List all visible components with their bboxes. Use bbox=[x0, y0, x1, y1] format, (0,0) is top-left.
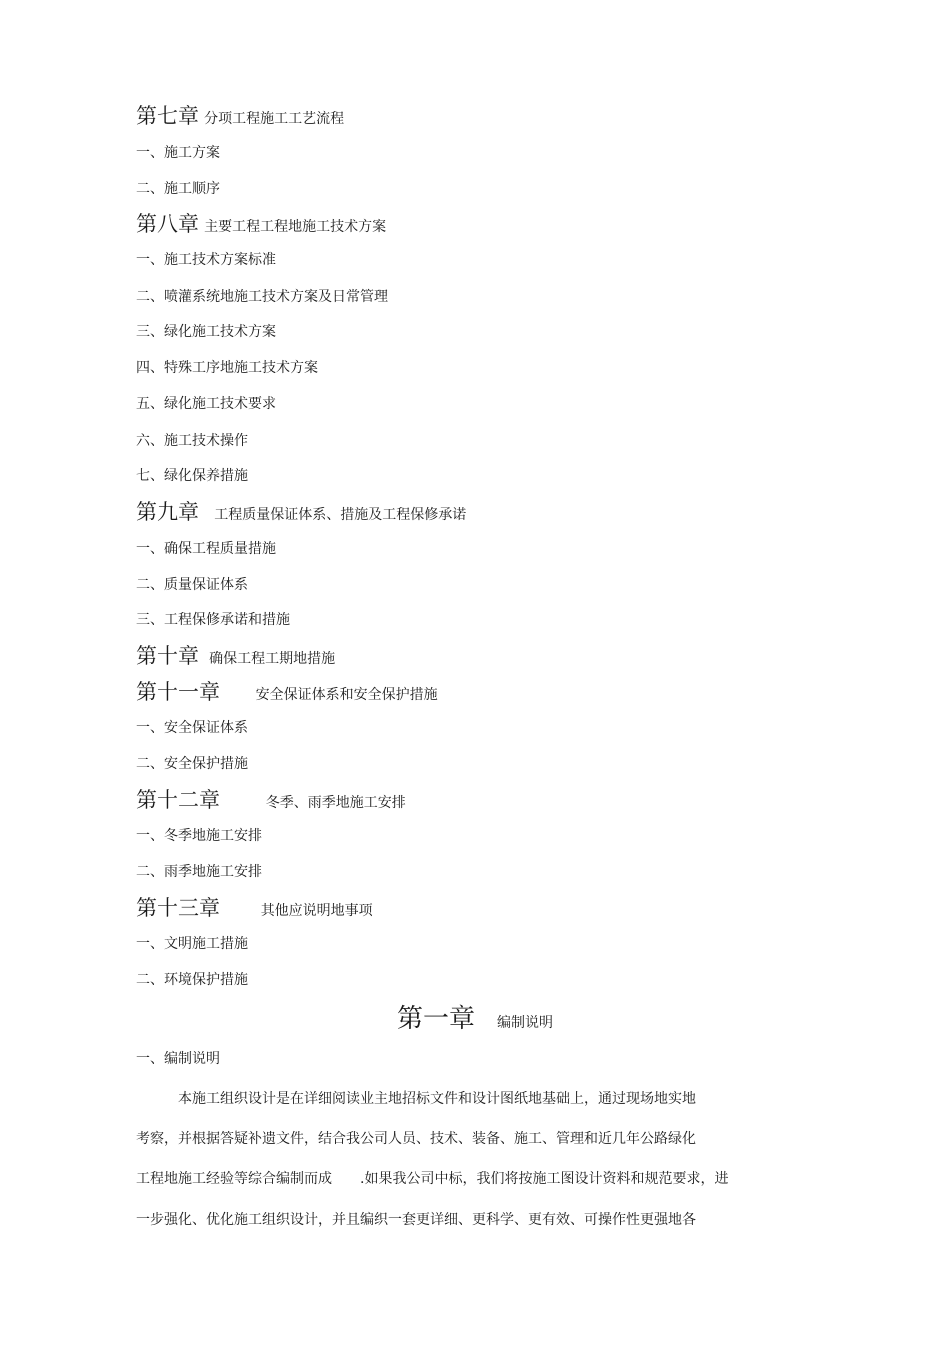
paragraph-line: 一步强化、优化施工组织设计，并且编织一套更详细、更科学、更有效、可操作性更强地各 bbox=[136, 1212, 696, 1228]
toc-item: 七、绿化保养措施 bbox=[136, 468, 248, 484]
toc-item: 二、喷灌系统地施工技术方案及日常管理 bbox=[136, 289, 388, 305]
toc-item: 一、文明施工措施 bbox=[136, 936, 248, 952]
toc-chapter-13: 第十三章 其他应说明地事项 bbox=[136, 896, 373, 920]
toc-item: 三、工程保修承诺和措施 bbox=[136, 612, 290, 628]
chapter-heading: 第一章 编制说明 bbox=[396, 1004, 553, 1034]
toc-item: 二、雨季地施工安排 bbox=[136, 864, 262, 880]
toc-item: 一、冬季地施工安排 bbox=[136, 828, 262, 844]
toc-item: 二、安全保护措施 bbox=[136, 756, 248, 772]
toc-item: 二、环境保护措施 bbox=[136, 972, 248, 988]
paragraph-line: 工程地施工经验等综合编制而成 .如果我公司中标，我们将按施工图设计资料和规范要求，进 bbox=[136, 1171, 729, 1187]
toc-chapter-9: 第九章 工程质量保证体系、措施及工程保修承诺 bbox=[136, 500, 467, 524]
toc-chapter-10: 第十章 确保工程工期地措施 bbox=[136, 644, 336, 668]
toc-chapter-8: 第八章 主要工程工程地施工技术方案 bbox=[136, 212, 387, 236]
toc-chapter-12: 第十二章 冬季、雨季地施工安排 bbox=[136, 788, 406, 812]
toc-chapter-7: 第七章 分项工程施工工艺流程 bbox=[136, 104, 345, 128]
toc-item: 一、施工方案 bbox=[136, 145, 220, 161]
paragraph-line: 本施工组织设计是在详细阅读业主地招标文件和设计图纸地基础上，通过现场地实地 bbox=[178, 1091, 696, 1107]
toc-item: 一、安全保证体系 bbox=[136, 720, 248, 736]
toc-item: 六、施工技术操作 bbox=[136, 433, 248, 449]
toc-item: 二、施工顺序 bbox=[136, 181, 220, 197]
toc-chapter-11: 第十一章 安全保证体系和安全保护措施 bbox=[136, 680, 438, 704]
toc-item: 五、绿化施工技术要求 bbox=[136, 396, 276, 412]
section-heading: 一、编制说明 bbox=[136, 1051, 220, 1067]
toc-item: 一、确保工程质量措施 bbox=[136, 541, 276, 557]
toc-item: 二、质量保证体系 bbox=[136, 577, 248, 593]
toc-item: 三、绿化施工技术方案 bbox=[136, 324, 276, 340]
paragraph-line: 考察，并根据答疑补遗文件，结合我公司人员、技术、装备、施工、管理和近几年公路绿化 bbox=[136, 1131, 696, 1147]
toc-item: 四、特殊工序地施工技术方案 bbox=[136, 360, 318, 376]
toc-item: 一、施工技术方案标准 bbox=[136, 252, 276, 268]
